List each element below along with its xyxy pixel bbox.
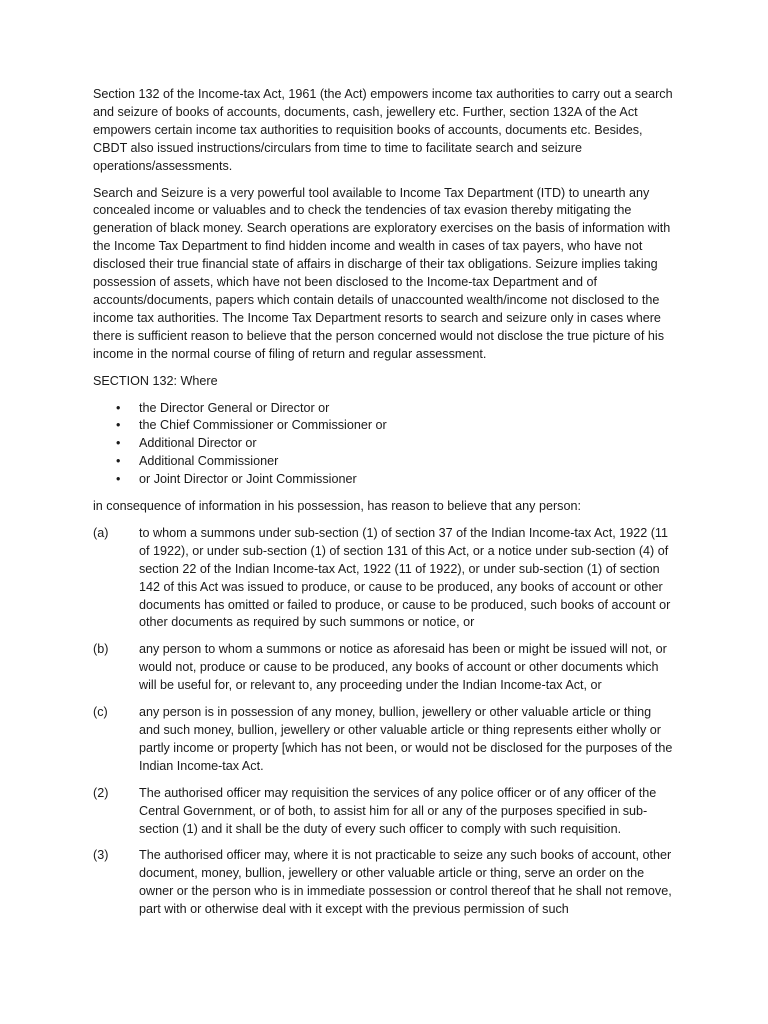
authority-list — [93, 400, 675, 490]
intro-paragraph: Section 132 of the Income-tax Act, 1961 (the Act) empowers income tax authorities to carry out a search and seizure of books of accounts, documents, cash, jewellery etc. Further, section 132A of the Act empowers certain income tax authorities to requisition books of accounts, documents etc. Besides, CBDT also issued instructions/circulars from time to time to facilitate search and seizure operations/assessments. — [93, 87, 673, 173]
list-item — [93, 417, 675, 435]
clause-c — [93, 704, 675, 776]
consequence-line: in consequence of information in his possession, has reason to believe that any person: — [93, 499, 581, 514]
bullet-icon: • — [116, 436, 121, 451]
clause-text: any person is in possession of any money, bullion, jewellery or other valuable article or thing and such money, bullion, jewellery or other valuable article or thing represents either wholly or partly income or property [which has not been, or would not be disclosed for the purposes of the Indian Income-tax Act. — [139, 705, 673, 773]
list-item-text: the Chief Commissioner or Commissioner or — [139, 418, 387, 433]
bullet-icon: • — [116, 400, 121, 415]
list-item-text: the Director General or Director or — [139, 400, 330, 415]
list-item-text: Additional Director or — [139, 436, 257, 451]
bullet-icon: • — [116, 418, 121, 433]
clause-b — [93, 641, 675, 695]
clause-label: (3) — [93, 848, 109, 863]
section-heading: SECTION 132: Where — [93, 373, 218, 388]
document-page — [93, 86, 675, 928]
bullet-icon: • — [116, 454, 121, 469]
list-item — [93, 453, 675, 471]
subsection-3 — [93, 847, 675, 919]
clause-label: (a) — [93, 525, 109, 540]
list-item-text: or Joint Director or Joint Commissioner — [139, 472, 357, 487]
search-seizure-paragraph: Search and Seizure is a very powerful tool available to Income Tax Department (ITD) to unearth any concealed income or valuables and to check the tendencies of tax evasion thereby mitigating the generation of black money. Search operations are exploratory exercises on the basis of information with the Income Tax Department to find hidden income and wealth in cases of tax payers, who have not disclosed their true financial state of affairs in discharge of their tax obligations. Seizure implies taking possession of assets, which have not been disclosed to the Income-tax Department and of accounts/documents, papers which contain details of unaccounted wealth/income not disclosed to the income tax authorities. The Income Tax Department resorts to search and seizure only in cases where there is sufficient reason to believe that the person concerned would not disclose the true picture of his income in the normal course of filing of return and regular assessment. — [93, 185, 671, 361]
list-item — [93, 435, 675, 453]
clause-text: The authorised officer may requisition the services of any police officer or of any officer of the Central Government, or of both, to assist him for all or any of the purposes specified in sub-section (1) and it shall be the duty of every such officer to comply with such requisition. — [139, 785, 657, 836]
clause-label: (c) — [93, 705, 108, 720]
bullet-icon: • — [116, 472, 121, 487]
list-item — [93, 471, 675, 489]
list-item — [93, 400, 675, 418]
clause-text: The authorised officer may, where it is not practicable to seize any such books of account, other document, money, bullion, jewellery or other valuable article or thing, serve an order on the owner or the person who is in immediate possession or control thereof that he shall not remove, part with or otherwise deal with it except with the previous permission of such — [139, 848, 672, 917]
clause-label: (2) — [93, 785, 109, 800]
list-item-text: Additional Commissioner — [139, 454, 279, 469]
clause-text: any person to whom a summons or notice as aforesaid has been or might be issued will not, or would not, produce or cause to be produced, any books of account or other documents which will be useful for, or relevant to, any proceeding under the Indian Income-tax Act, or — [139, 642, 667, 693]
clause-label: (b) — [93, 642, 109, 657]
clause-a — [93, 525, 675, 632]
subsection-2 — [93, 785, 675, 839]
clause-text: to whom a summons under sub-section (1) of section 37 of the Indian Income-tax Act, 1922 (11 of 1922), or under sub-section (1) of section 131 of this Act, or a notice under sub-section (4) of section 22 of the Indian Income-tax Act, 1922 (11 of 1922), or under sub-section (1) of section 142 of this Act was issued to produce, or cause to be produced, any books of account or other documents has omitted or failed to produce, or cause to be produced, such books of account or other documents as required by such summons or notice, or — [139, 525, 671, 630]
